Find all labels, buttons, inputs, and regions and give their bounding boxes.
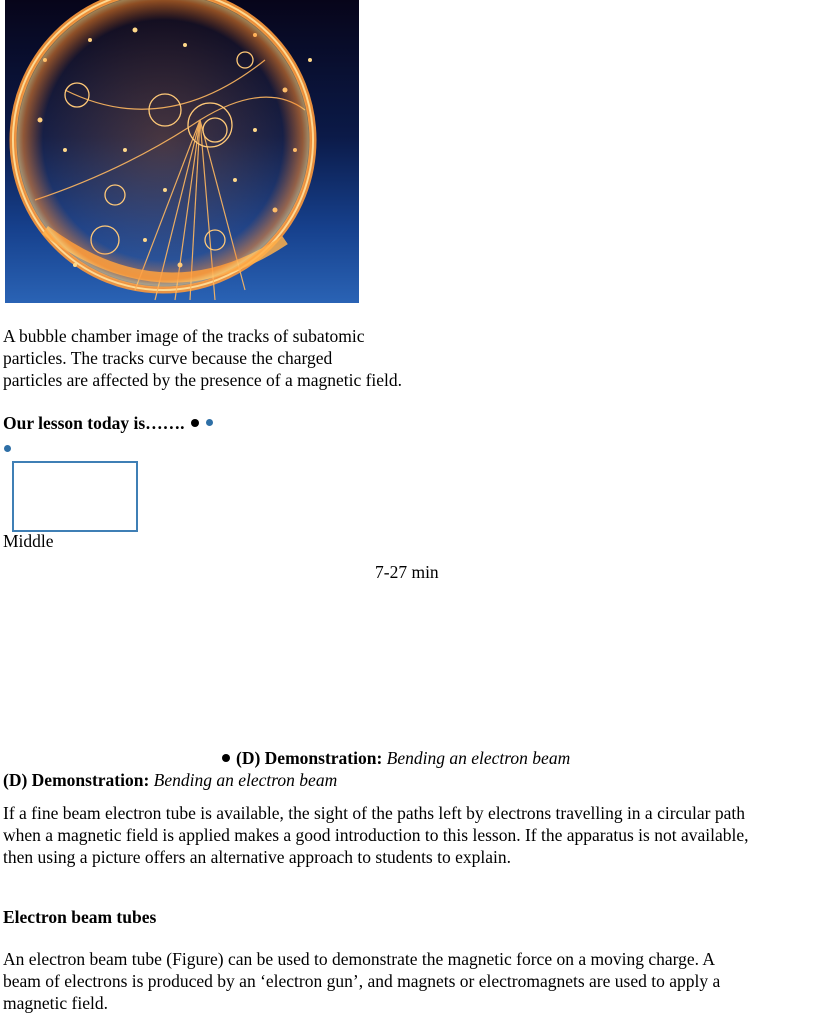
time-range: 7-27 min: [375, 562, 439, 582]
bubble-chamber-photo-icon: [5, 0, 359, 303]
bullet-icon: [191, 419, 199, 427]
bullet-icon: [222, 754, 230, 762]
electron-beam-paragraph: [3, 948, 813, 1014]
blue-bullet-icon: [4, 445, 11, 452]
lesson-text-box[interactable]: [12, 461, 138, 532]
paragraph-line: If a fine beam electron tube is available, the sight of the paths left by electrons travelling in a circular path: [3, 803, 746, 823]
demonstration-paragraph: [3, 802, 813, 868]
section-heading: Electron beam tubes: [3, 907, 157, 927]
caption-line: particles. The tracks curve because the charged: [3, 348, 333, 368]
caption-line: A bubble chamber image of the tracks of subatomic: [3, 326, 365, 346]
demonstration-label: (D) Demonstration:: [236, 748, 383, 768]
bubble-chamber-image: [5, 0, 359, 303]
demonstration-title: Bending an electron beam: [153, 770, 338, 790]
demonstration-heading: [3, 770, 337, 791]
paragraph-line: then using a picture offers an alternative approach to students to explain.: [3, 847, 511, 867]
caption-line: particles are affected by the presence of a magnetic field.: [3, 370, 403, 390]
paragraph-line: An electron beam tube (Figure) can be used to demonstrate the magnetic force on a moving charge. A: [3, 949, 716, 969]
image-caption: [3, 325, 473, 391]
paragraph-line: when a magnetic field is applied makes a good introduction to this lesson. If the apparatus is not available,: [3, 825, 749, 845]
section-label: Middle: [3, 531, 54, 551]
blue-bullet-icon: [206, 419, 213, 426]
paragraph-line: beam of electrons is produced by an ‘electron gun’, and magnets or electromagnets are used to apply a: [3, 971, 721, 991]
demonstration-label: (D) Demonstration:: [3, 770, 150, 790]
demonstration-bullet-heading: [222, 748, 570, 769]
demonstration-title: Bending an electron beam: [386, 748, 571, 768]
lesson-heading: [3, 413, 213, 434]
paragraph-line: magnetic field.: [3, 993, 108, 1013]
lesson-label: Our lesson today is…….: [3, 413, 185, 433]
